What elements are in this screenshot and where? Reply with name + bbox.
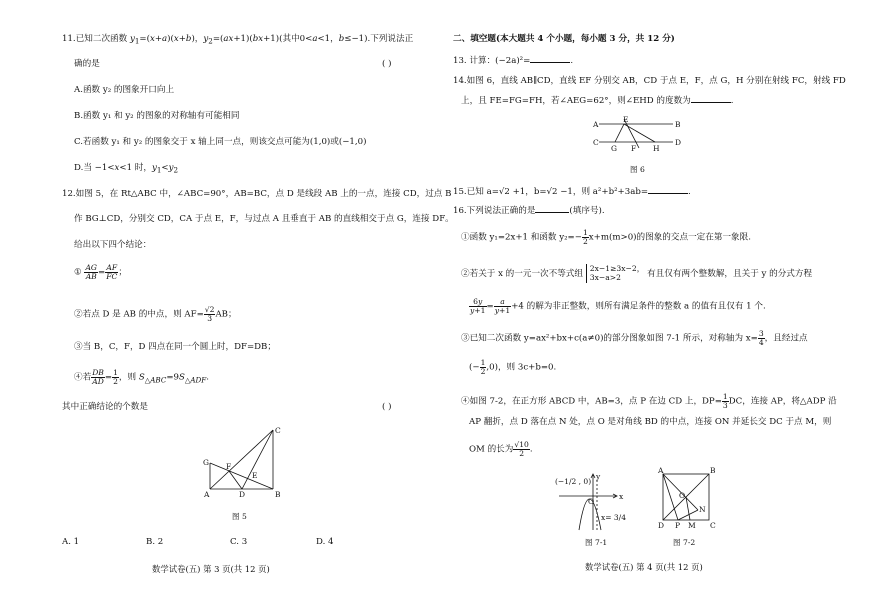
fig71-y-label: y — [596, 472, 601, 481]
fig72-label-c: C — [710, 521, 716, 530]
q16-statement-4: ④如图 7-2，在正方形 ABCD 中，AB=3，点 P 在边 CD 上，DP= $\frac{1}{3}$ DC，连接 AP，将△ADP 沿 — [461, 392, 837, 410]
fig6-label-d: D — [675, 138, 682, 147]
figure-5 — [195, 425, 290, 500]
fig5-label-a: A — [204, 490, 210, 499]
q16-stem: 16.下列说法正确的是 (填序号). — [453, 206, 605, 216]
fig6-caption: 图 6 — [630, 165, 645, 174]
q14-line1: 14.如图 6，直线 AB∥CD，直线 EF 分别交 AB，CD 于点 E，F，点 G，H 分别在射线 FC，射线 FD — [453, 76, 846, 86]
fig5-caption: 图 5 — [232, 512, 247, 521]
fig6-label-e: E — [623, 115, 629, 124]
q16-statement-2-cont: $\frac{6y}{y+1}$ = $\frac{a}{y+1}$ +4 的解为非正整数，则所有满足条件的整数 a 的值有且仅有 1 个. — [470, 297, 766, 315]
q12-count-question: 其中正确结论的个数是 — [62, 402, 148, 412]
right-page — [435, 0, 870, 615]
fig71-caption: 图 7-1 — [585, 538, 608, 547]
fig72-label-a: A — [658, 466, 664, 475]
q12-statement-1: ① $\frac{AG}{AB}$ = $\frac{AF}{FC}$ ； — [74, 263, 127, 281]
fig6-label-f: F — [631, 144, 637, 153]
q12-line1: 12.如图 5，在 Rt△ABC 中，∠ABC=90°，AB=BC，点 D 是线段 AB 上的一点，连接 CD，过点 B — [62, 189, 452, 199]
fig72-label-o: O — [679, 491, 686, 500]
fig5-label-b: B — [275, 490, 281, 499]
q11-line1: 11.已知二次函数 $y_1=(x+a)(x+b)$，$y_2=(ax+1)(bx+1)$(其中0<a<1，b≤−1).下列说法正 — [62, 34, 414, 46]
q11-option-c: C.若函数 y₁ 和 y₂ 的图象交于 x 轴上同一点，则该交点可能为(1,0)或(−1,0) — [74, 137, 367, 147]
q16-statement-4-answer: OM 的长为 $\frac{√10}{2}$ . — [469, 440, 533, 458]
fig72-label-n: N — [699, 505, 706, 514]
q16-statement-2: ②若关于 x 的一元一次不等式组 2x−1≥3x−2， 3x−a>2 有且仅有两个整数解，且关于 y 的分式方程 — [461, 264, 813, 283]
fig71-origin-label: O — [588, 497, 595, 506]
fig6-label-h: H — [653, 144, 660, 153]
q12-option-c: C. 3 — [230, 537, 248, 547]
fig71-x-label: x — [619, 492, 624, 501]
fig72-label-b: B — [710, 466, 716, 475]
fig72-label-d: D — [658, 521, 665, 530]
left-page-footer: 数学试卷(五) 第 3 页(共 12 页) — [152, 564, 270, 574]
figure-7-1 — [555, 472, 635, 534]
q16-statement-3-cont: (− $\frac{1}{2}$ ,0)，则 3c+b=0. — [469, 358, 557, 376]
fig72-label-m: M — [688, 521, 696, 530]
fig5-label-d: D — [239, 490, 246, 499]
q16-statement-1: ①函数 y₁=2x+1 和函数 y₂=− $\frac{1}{2}$ x+m(m>0)的图象的交点一定在第一象限. — [461, 228, 751, 246]
q12-line3: 给出以下四个结论： — [74, 240, 152, 250]
q15-text: 15.已知 a=√2 +1，b=√2 −1，则 a²+b²+3ab= . — [453, 187, 691, 197]
figure-6 — [593, 114, 685, 154]
q14-line2: 上，且 FE=FG=FH，若∠AEG=62°，则∠EHD 的度数为 . — [461, 96, 734, 106]
fig72-caption: 图 7-2 — [673, 538, 696, 547]
q12-line2: 作 BG⊥CD，分别交 CD，CA 于点 E，F，与过点 A 且垂直于 AB 的直线相交于点 G，连接 DF。 — [74, 214, 454, 224]
q12-option-d: D. 4 — [316, 537, 334, 547]
figure-7-2 — [657, 468, 719, 530]
fig72-label-p: P — [675, 521, 681, 530]
fig6-label-c: C — [593, 138, 599, 147]
q12-statement-2: ②若点 D 是 AB 的中点，则 AF= $\frac{√2}{3}$ AB； — [74, 305, 237, 323]
q11-answer-bracket: ( ) — [382, 59, 392, 69]
q12-answer-bracket: ( ) — [382, 402, 392, 412]
right-page-footer: 数学试卷(五) 第 4 页(共 12 页) — [585, 562, 703, 572]
q11-option-d: D.当 −1<x<1 时，$y_1<y_2$ — [74, 163, 179, 175]
q12-statement-3: ③当 B，C，F，D 四点在同一个圆上时，DF=DB； — [74, 342, 276, 352]
q11-line2: 确的是 — [74, 59, 100, 69]
q12-option-a: A. 1 — [62, 537, 80, 547]
fig5-label-g: G — [203, 458, 209, 467]
q16-statement-3: ③已知二次函数 y=ax²+bx+c(a≠0)的部分图象如图 7-1 所示，对称轴为 x= $\frac{3}{4}$ ，且经过点 — [461, 329, 808, 347]
fig5-label-c: C — [275, 426, 281, 435]
fig71-axis-label: x= 3/4 — [601, 513, 626, 522]
q13-text: 13. 计算：(−2a)²= . — [453, 56, 574, 66]
fig5-label-f: F — [226, 462, 232, 471]
fig6-label-a: A — [593, 120, 599, 129]
q12-option-b: B. 2 — [146, 537, 164, 547]
fig6-label-g: G — [611, 144, 617, 153]
q11-option-a: A.函数 y₂ 的图象开口向上 — [74, 85, 175, 95]
section-title: 二、填空题(本大题共 4 个小题，每小题 3 分，共 12 分) — [453, 34, 675, 44]
q16-statement-4-cont: AP 翻折，点 D 落在点 N 处，点 O 是对角线 BD 的中点，连接 ON 并延长交 DC 于点 M，则 — [469, 417, 832, 427]
q11-option-b: B.函数 y₁ 和 y₂ 的图象的对称轴有可能相同 — [74, 111, 240, 121]
fig71-point-label: (−1/2 , 0) — [555, 477, 592, 486]
q12-statement-4: ④若 $\frac{DB}{AD}$ = $\frac{1}{2}$ ，则 $S_{\triangle ABC}=9S_{\triangle ADF}$. — [74, 368, 209, 386]
fig6-label-b: B — [675, 120, 681, 129]
fig5-label-e: E — [252, 471, 258, 480]
